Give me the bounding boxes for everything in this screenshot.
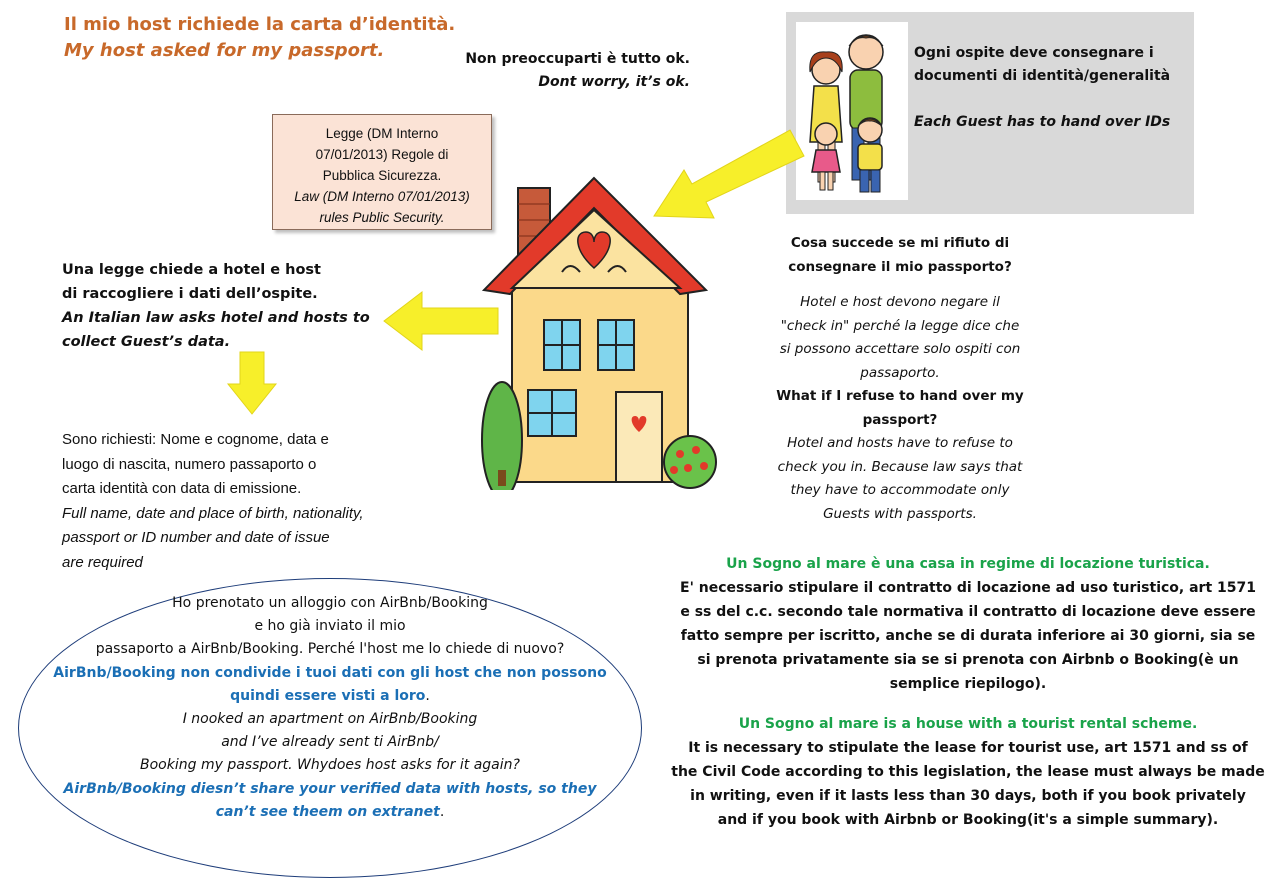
required-line: Sono richiesti: Nome e cognome, data e [62, 431, 329, 448]
law-explanation [62, 258, 392, 354]
title-english: My host asked for my passport. [64, 40, 385, 61]
rental-title-it: Un Sogno al mare è una casa in regime di locazione turistica. [726, 556, 1210, 572]
required-line: luogo di nascita, numero passaporto o [62, 455, 317, 473]
booking-faq [28, 592, 632, 824]
answer-it: Hotel e host devono negare il [800, 294, 1000, 310]
required-line: Full name, date and place of birth, nationality, [62, 504, 364, 522]
family-illustration [796, 22, 908, 200]
rental-scheme-text [664, 552, 1272, 832]
booking-line: AirBnb/Booking diesn’t share your verified data with hosts, so they [63, 780, 597, 797]
booking-line: e ho già inviato il mio [254, 618, 406, 635]
law-line: 07/01/2013) Regole di [315, 147, 449, 162]
question-it: consegnare il mio passporto? [788, 258, 1012, 275]
law-explanation-line: Una legge chiede a hotel e host [62, 262, 321, 278]
rental-line: E' necessario stipulare il contratto di locazione ad uso turistico, art 1571 [680, 580, 1256, 596]
booking-line: I nooked an apartment on AirBnb/Booking [182, 711, 478, 728]
rental-title-en: Un Sogno al mare is a house with a tourist rental scheme. [738, 716, 1198, 732]
answer-it: si possono accettare solo ospiti con [779, 341, 1021, 357]
answer-en: Guests with passports. [823, 505, 977, 522]
rental-line: the Civil Code according to this legislation, the lease must always be made [671, 764, 1265, 780]
title-italian: Il mio host richiede la carta d’identità. [64, 14, 456, 35]
question-en: What if I refuse to hand over my [776, 388, 1024, 404]
answer-it: passaporto. [860, 364, 940, 381]
rental-line: semplice riepilogo). [889, 676, 1047, 692]
law-explanation-line: di raccogliere i dati dell’ospite. [62, 286, 318, 302]
required-line: are required [62, 553, 143, 571]
rental-line: fatto sempre per iscritto, anche se di durata inferiore ai 30 giorni, sia se [680, 628, 1256, 644]
house-illustration [466, 170, 726, 490]
rental-line: e ss del c.c. secondo tale normativa il contratto di locazione deve essere [680, 604, 1256, 620]
answer-en: Hotel and hosts have to refuse to [787, 435, 1013, 451]
rental-line: It is necessary to stipulate the lease for tourist use, art 1571 and ss of [688, 740, 1248, 756]
required-data-text [62, 428, 422, 575]
guest-panel-text [914, 42, 1194, 134]
law-line: Pubblica Sicurezza. [322, 168, 442, 183]
question-it: Cosa succede se mi rifiuto di [790, 235, 1010, 251]
answer-en: they have to accommodate only [790, 482, 1010, 498]
reply-english: Dont worry, it’s ok. [538, 74, 690, 90]
required-line: passport or ID number and date of issue [62, 529, 330, 546]
reassurance-text [420, 48, 690, 94]
law-line: rules Public Security. [319, 210, 445, 225]
reply-italian: Non preoccuparti è tutto ok. [465, 51, 690, 67]
rental-line: and if you book with Airbnb or Booking(it's a simple summary). [717, 812, 1219, 828]
question-en: passport? [862, 411, 938, 428]
answer-it: "check in" perché la legge dice che [780, 317, 1020, 334]
law-line: Law (DM Interno 07/01/2013) [294, 189, 470, 204]
law-note-box [272, 114, 492, 230]
booking-line: Booking my passport. Whydoes host asks for it again? [140, 757, 520, 774]
booking-line: can’t see theem on extranet. [215, 803, 445, 820]
panel-line-it-1: Ogni ospite deve consegnare i [914, 45, 1154, 61]
booking-line: and I’ve already sent ti AirBnb/ [221, 734, 439, 751]
law-line: Legge (DM Interno [325, 126, 439, 141]
panel-line-it-2: documenti di identità/generalità [914, 68, 1171, 84]
booking-line: quindi essere visti a loro. [230, 687, 430, 704]
rental-line: si prenota privatamente sia se si prenota con Airbnb o Booking(è un [697, 652, 1239, 668]
arrow-down-icon [226, 350, 278, 416]
law-explanation-line: collect Guest’s data. [62, 334, 231, 350]
panel-line-en: Each Guest has to hand over IDs [914, 114, 1171, 130]
required-line: carta identità con data di emissione. [62, 480, 302, 497]
booking-line: passaporto a AirBnb/Booking. Perché l'host me lo chiede di nuovo? [95, 641, 565, 658]
refuse-faq [740, 232, 1060, 526]
rental-line: in writing, even if it lasts less than 30 days, both if you book privately [690, 788, 1246, 804]
booking-line: AirBnb/Booking non condivide i tuoi dati con gli host che non possono [53, 664, 607, 681]
answer-en: check you in. Because law says that [777, 458, 1023, 475]
law-explanation-line: An Italian law asks hotel and hosts to [62, 310, 370, 326]
booking-line: Ho prenotato un alloggio con AirBnb/Booking [172, 595, 488, 611]
